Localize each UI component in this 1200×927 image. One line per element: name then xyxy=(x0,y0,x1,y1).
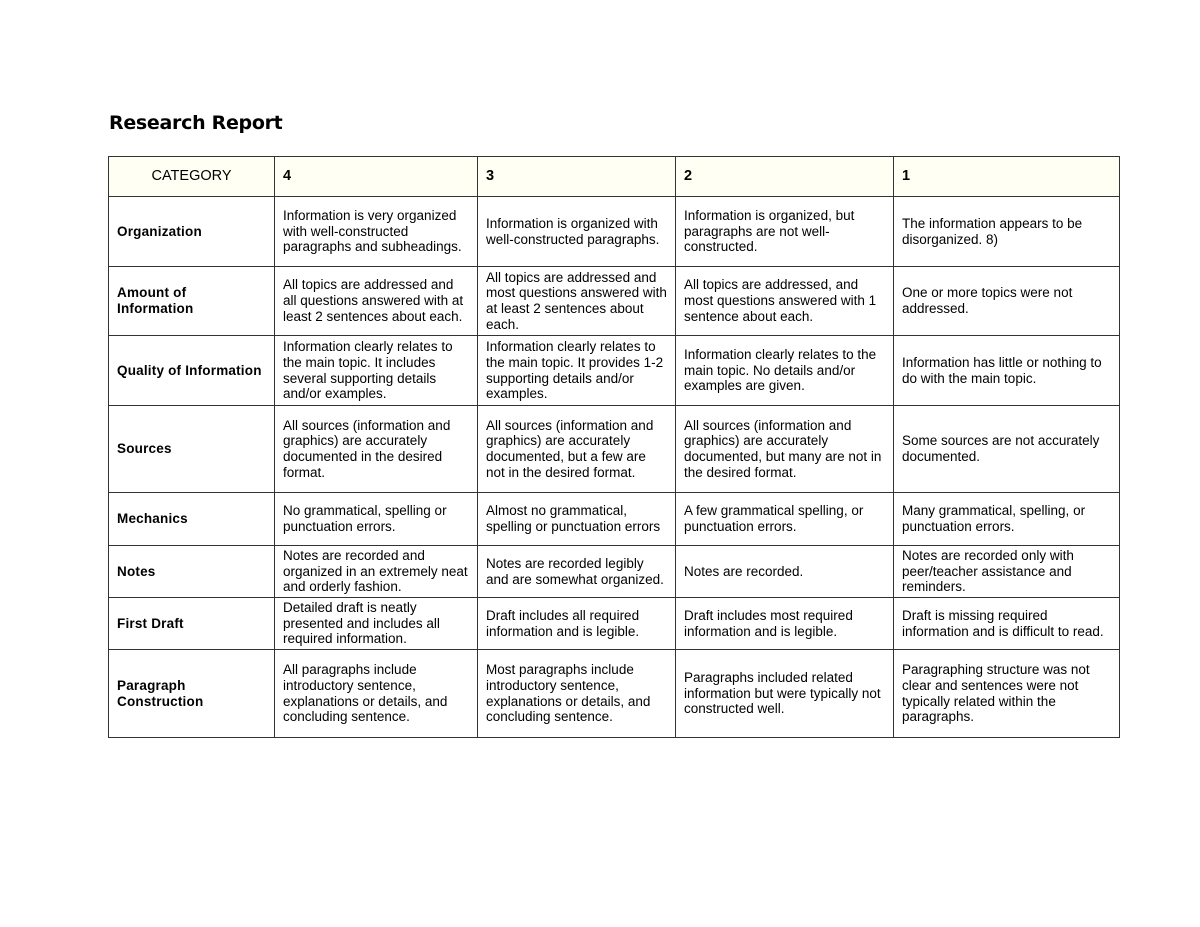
table-cell: Information is organized, but paragraphs are not well-constructed. xyxy=(676,197,894,267)
table-cell: Paragraphs included related information but were typically not constructed well. xyxy=(676,650,894,738)
table-cell: Most paragraphs include introductory sentence, explanations or details, and concluding sentence. xyxy=(478,650,676,738)
header-category: CATEGORY xyxy=(109,157,275,197)
table-cell: Notes are recorded. xyxy=(676,546,894,598)
table-cell: Draft includes all required information and is legible. xyxy=(478,598,676,650)
table-cell: Many grammatical, spelling, or punctuation errors. xyxy=(894,493,1120,546)
table-cell: Information is organized with well-constructed paragraphs. xyxy=(478,197,676,267)
header-score-2: 2 xyxy=(676,157,894,197)
table-row xyxy=(109,546,1120,598)
table-cell: Notes are recorded and organized in an extremely neat and orderly fashion. xyxy=(275,546,478,598)
table-row xyxy=(109,197,1120,267)
table-cell: Detailed draft is neatly presented and includes all required information. xyxy=(275,598,478,650)
table-cell: All topics are addressed and most questions answered with at least 2 sentences about each. xyxy=(478,267,676,336)
table-cell: All topics are addressed, and most questions answered with 1 sentence about each. xyxy=(676,267,894,336)
row-label: Notes xyxy=(109,546,275,598)
table-cell: Notes are recorded only with peer/teacher assistance and reminders. xyxy=(894,546,1120,598)
table-cell: No grammatical, spelling or punctuation errors. xyxy=(275,493,478,546)
header-score-4: 4 xyxy=(275,157,478,197)
table-cell: Some sources are not accurately documented. xyxy=(894,406,1120,493)
table-cell: Almost no grammatical, spelling or punctuation errors xyxy=(478,493,676,546)
table-cell: All sources (information and graphics) are accurately documented in the desired format. xyxy=(275,406,478,493)
table-cell: One or more topics were not addressed. xyxy=(894,267,1120,336)
row-label: Quality of Information xyxy=(109,336,275,406)
header-score-1: 1 xyxy=(894,157,1120,197)
row-label: Paragraph Construction xyxy=(109,650,275,738)
header-score-3: 3 xyxy=(478,157,676,197)
table-cell: All paragraphs include introductory sentence, explanations or details, and concluding sentence. xyxy=(275,650,478,738)
row-label: Amount of Information xyxy=(109,267,275,336)
table-cell: Information clearly relates to the main topic. It provides 1-2 supporting details and/or examples. xyxy=(478,336,676,406)
table-cell: All sources (information and graphics) are accurately documented, but a few are not in the desired format. xyxy=(478,406,676,493)
table-cell: Information clearly relates to the main topic. No details and/or examples are given. xyxy=(676,336,894,406)
table-row xyxy=(109,598,1120,650)
row-label: Sources xyxy=(109,406,275,493)
row-label: Organization xyxy=(109,197,275,267)
table-cell: Information is very organized with well-constructed paragraphs and subheadings. xyxy=(275,197,478,267)
table-cell: Draft is missing required information and is difficult to read. xyxy=(894,598,1120,650)
table-row xyxy=(109,650,1120,738)
table-cell: Paragraphing structure was not clear and sentences were not typically related within the paragraphs. xyxy=(894,650,1120,738)
table-cell: The information appears to be disorganized. 8) xyxy=(894,197,1120,267)
rubric-table xyxy=(108,156,1120,738)
table-header-row xyxy=(109,157,1120,197)
table-cell: Notes are recorded legibly and are somewhat organized. xyxy=(478,546,676,598)
page-title: Research Report xyxy=(109,112,283,134)
table-cell: Information has little or nothing to do with the main topic. xyxy=(894,336,1120,406)
table-row xyxy=(109,406,1120,493)
table-row xyxy=(109,336,1120,406)
row-label: First Draft xyxy=(109,598,275,650)
table-cell: Draft includes most required information and is legible. xyxy=(676,598,894,650)
table-cell: All topics are addressed and all questions answered with at least 2 sentences about each. xyxy=(275,267,478,336)
table-row xyxy=(109,267,1120,336)
row-label: Mechanics xyxy=(109,493,275,546)
table-cell: All sources (information and graphics) are accurately documented, but many are not in the desired format. xyxy=(676,406,894,493)
table-row xyxy=(109,493,1120,546)
table-cell: A few grammatical spelling, or punctuation errors. xyxy=(676,493,894,546)
table-cell: Information clearly relates to the main topic. It includes several supporting details and/or examples. xyxy=(275,336,478,406)
